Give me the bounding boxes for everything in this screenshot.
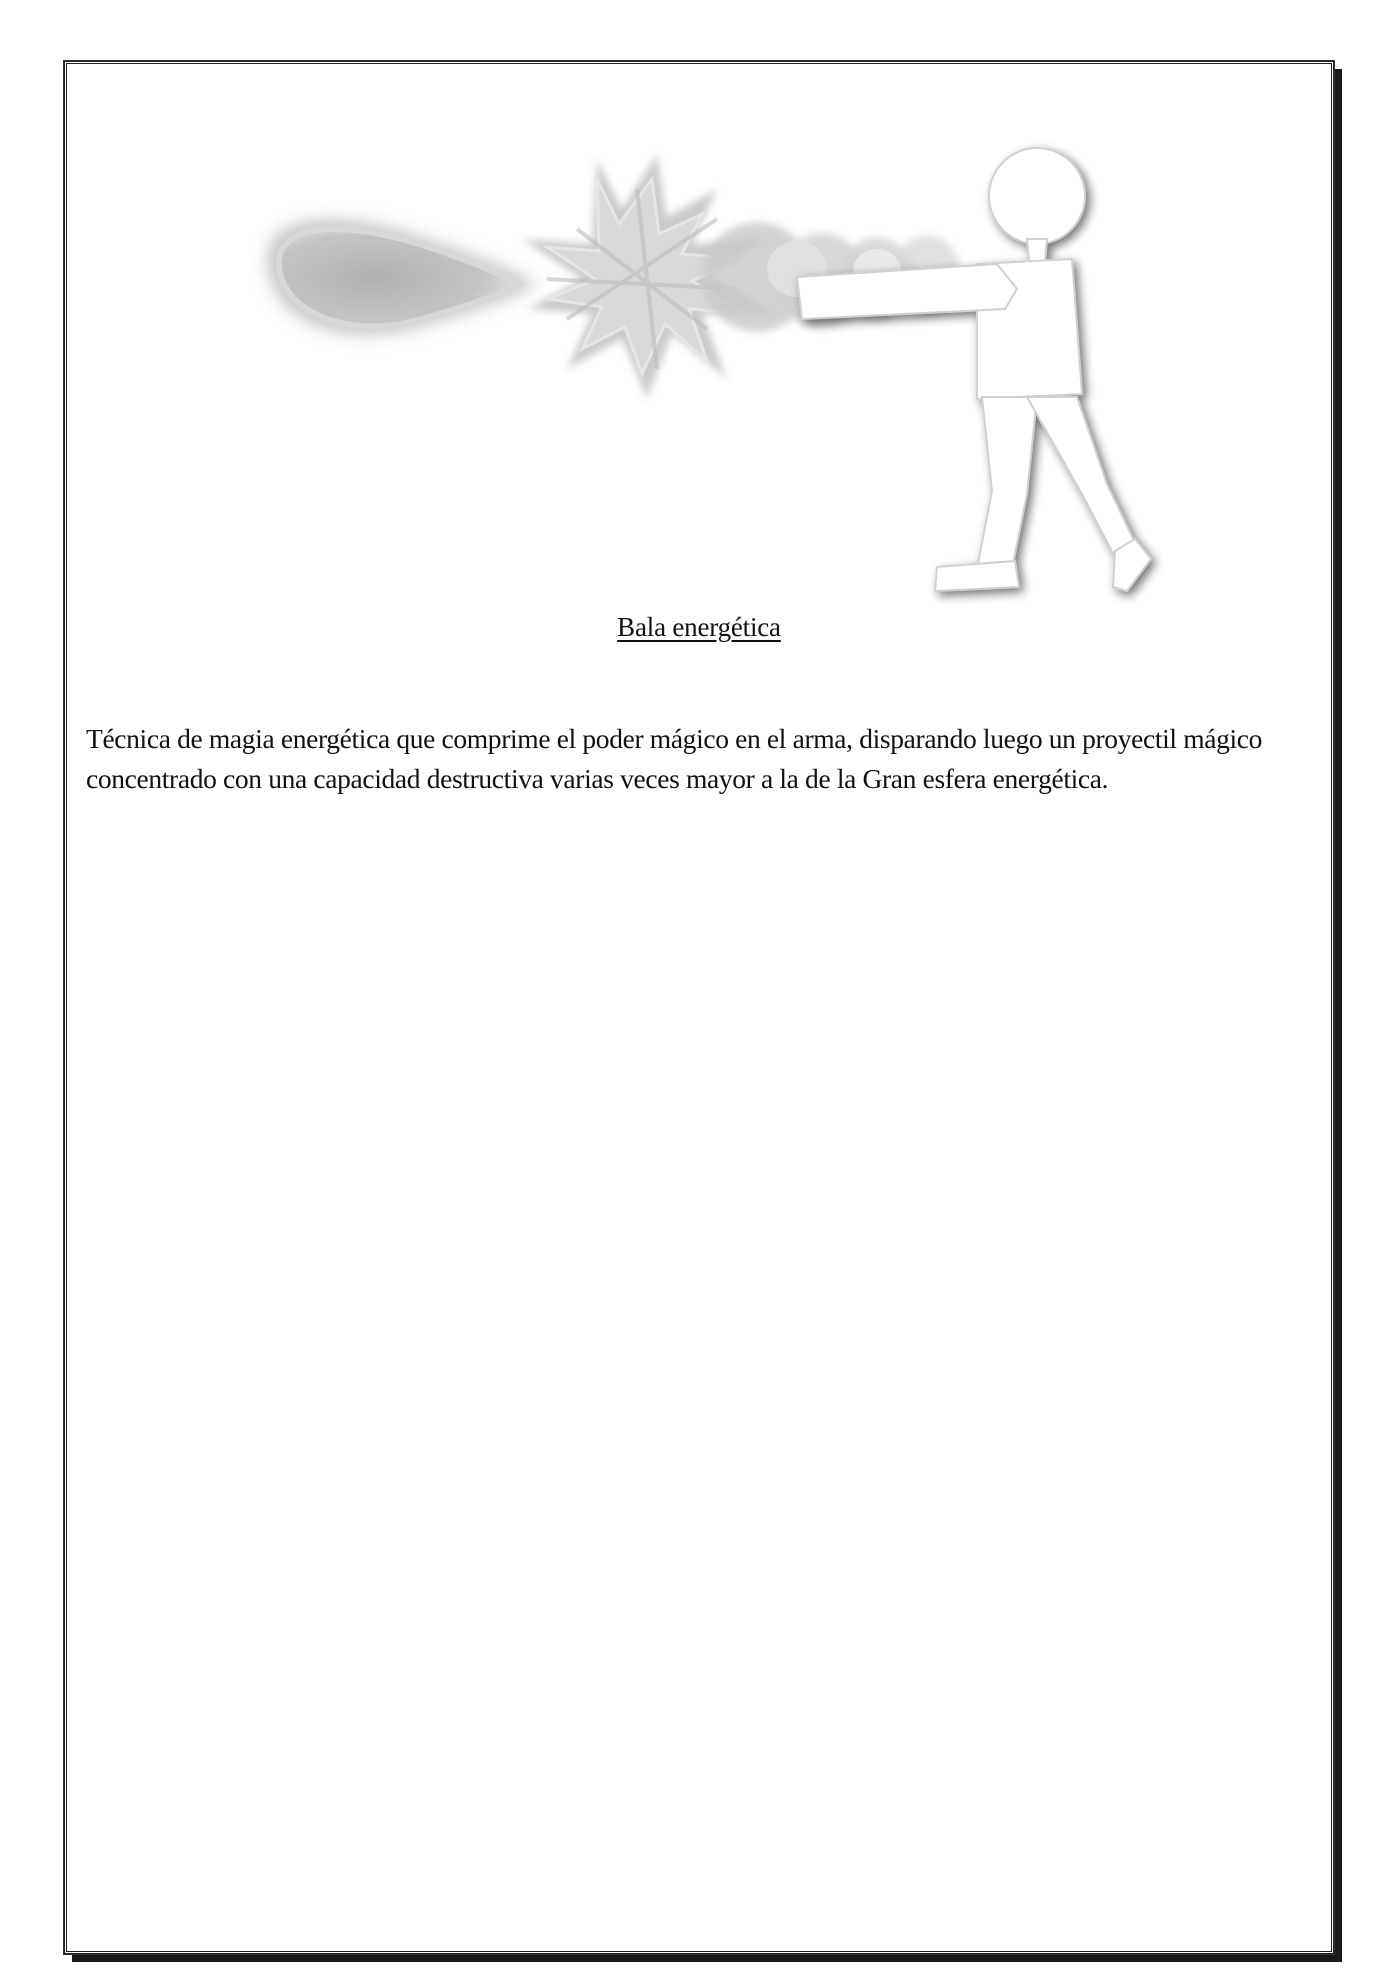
energy-projectile: [266, 219, 537, 335]
page: [64, 61, 1334, 1954]
technique-description: Técnica de magia energética que comprime el poder mágico en el arma, disparando luego un proyectil mágico concentrado con una capacidad destructiva varias veces mayor a la de la Gran esfera energética.: [86, 723, 1263, 794]
human-figure: [797, 148, 1151, 591]
figure-caption: Bala energética: [617, 612, 781, 642]
energy-bullet-illustration: [237, 99, 1247, 659]
